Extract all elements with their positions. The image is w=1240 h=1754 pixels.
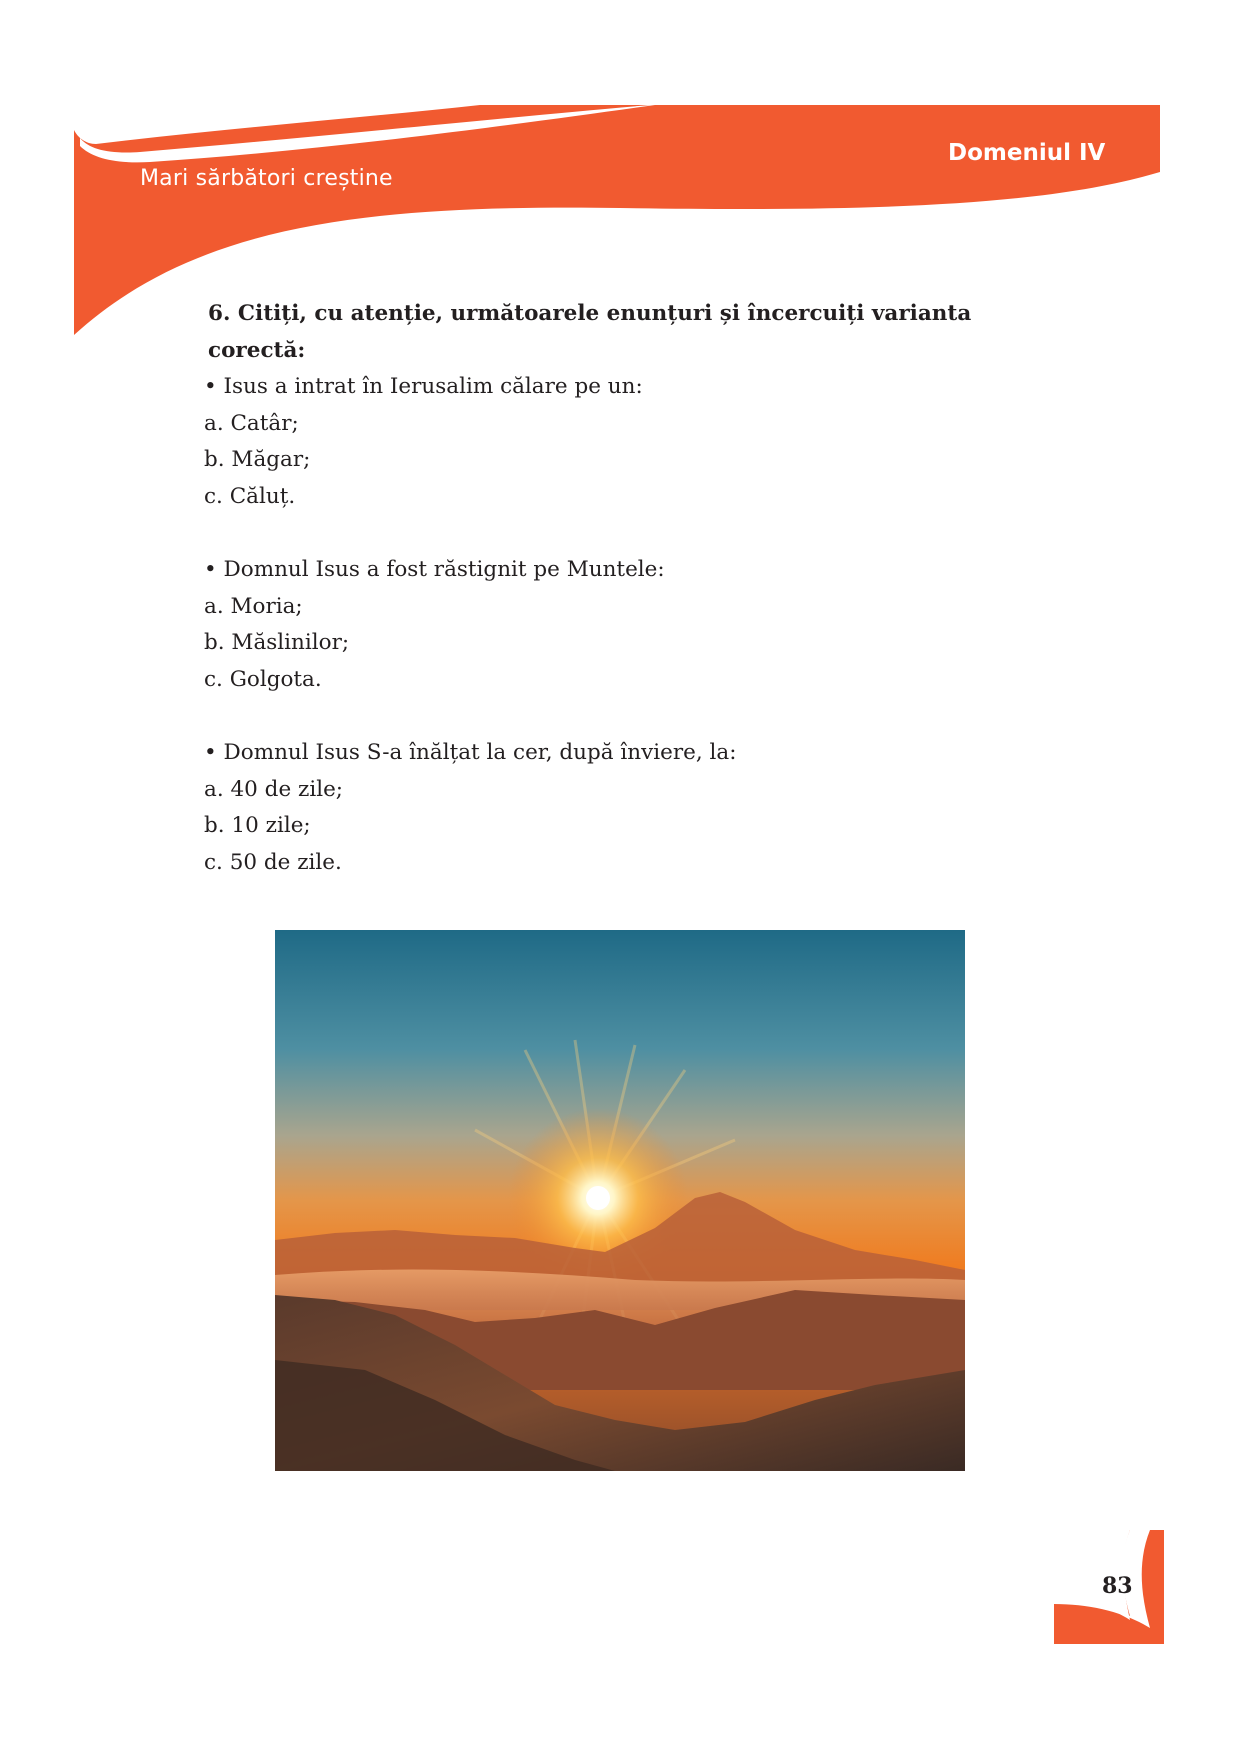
section-title: Mari sărbători creștine [140,166,393,191]
question-1-option-a[interactable]: a. Catâr; [204,410,299,436]
question-2-option-c[interactable]: c. Golgota. [204,666,322,692]
question-1-option-b[interactable]: b. Măgar; [204,447,311,473]
question-2: • Domnul Isus a fost răstignit pe Muntele: [204,557,665,583]
sunrise-mountain-photo [275,930,965,1471]
question-3-option-c[interactable]: c. 50 de zile. [204,849,342,875]
spacer [204,516,1024,553]
question-1-option-c[interactable]: c. Căluț. [204,483,296,509]
spacer [204,699,1024,736]
question-3-option-a[interactable]: a. 40 de zile; [204,776,344,802]
exercise-block [204,296,1024,882]
question-2-option-b[interactable]: b. Măslinilor; [204,630,350,656]
question-3-option-b[interactable]: b. 10 zile; [204,813,311,839]
question-1: • Isus a intrat în Ierusalim călare pe un: [204,374,643,400]
exercise-instruction: 6. Citiți, cu atenție, următoarele enunțuri și încercuiți varianta corectă: [208,301,972,363]
question-3: • Domnul Isus S-a înălțat la cer, după înviere, la: [204,740,737,766]
question-2-option-a[interactable]: a. Moria; [204,593,303,619]
page-number: 83 [1102,1573,1133,1599]
domain-label: Domeniul IV [948,140,1106,166]
